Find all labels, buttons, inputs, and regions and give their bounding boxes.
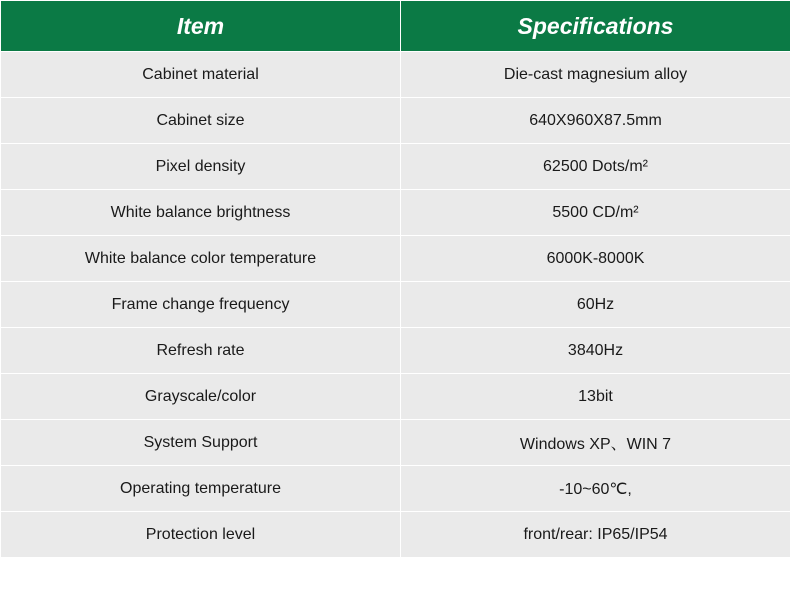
table-header — [1, 1, 790, 52]
cell-item: Operating temperature — [1, 466, 401, 512]
cell-item: Pixel density — [1, 144, 401, 190]
cell-spec: Die-cast magnesium alloy — [401, 52, 790, 98]
table-row — [1, 144, 790, 190]
cell-item: Protection level — [1, 512, 401, 558]
cell-spec: 640X960X87.5mm — [401, 98, 790, 144]
cell-spec: Windows XP、WIN 7 — [401, 420, 790, 466]
cell-item: Frame change frequency — [1, 282, 401, 328]
cell-item: Cabinet material — [1, 52, 401, 98]
cell-spec: front/rear: IP65/IP54 — [401, 512, 790, 558]
table-row — [1, 236, 790, 282]
cell-item: System Support — [1, 420, 401, 466]
table-body — [1, 52, 790, 558]
table-row — [1, 328, 790, 374]
table-row — [1, 420, 790, 466]
table-row — [1, 190, 790, 236]
table-row — [1, 282, 790, 328]
table-row — [1, 52, 790, 98]
cell-item: Grayscale/color — [1, 374, 401, 420]
cell-item: Cabinet size — [1, 98, 401, 144]
cell-item: White balance color temperature — [1, 236, 401, 282]
table-row — [1, 512, 790, 558]
column-header-item: Item — [1, 1, 401, 52]
column-header-specifications: Specifications — [401, 1, 790, 52]
cell-spec: 13bit — [401, 374, 790, 420]
cell-spec: 3840Hz — [401, 328, 790, 374]
table-row — [1, 374, 790, 420]
cell-item: White balance brightness — [1, 190, 401, 236]
cell-spec: 5500 CD/m² — [401, 190, 790, 236]
table-header-row — [1, 1, 790, 52]
table-row — [1, 98, 790, 144]
cell-spec: 6000K-8000K — [401, 236, 790, 282]
cell-spec: -10~60℃, — [401, 466, 790, 512]
cell-spec: 60Hz — [401, 282, 790, 328]
table-row — [1, 466, 790, 512]
cell-spec: 62500 Dots/m² — [401, 144, 790, 190]
cell-item: Refresh rate — [1, 328, 401, 374]
